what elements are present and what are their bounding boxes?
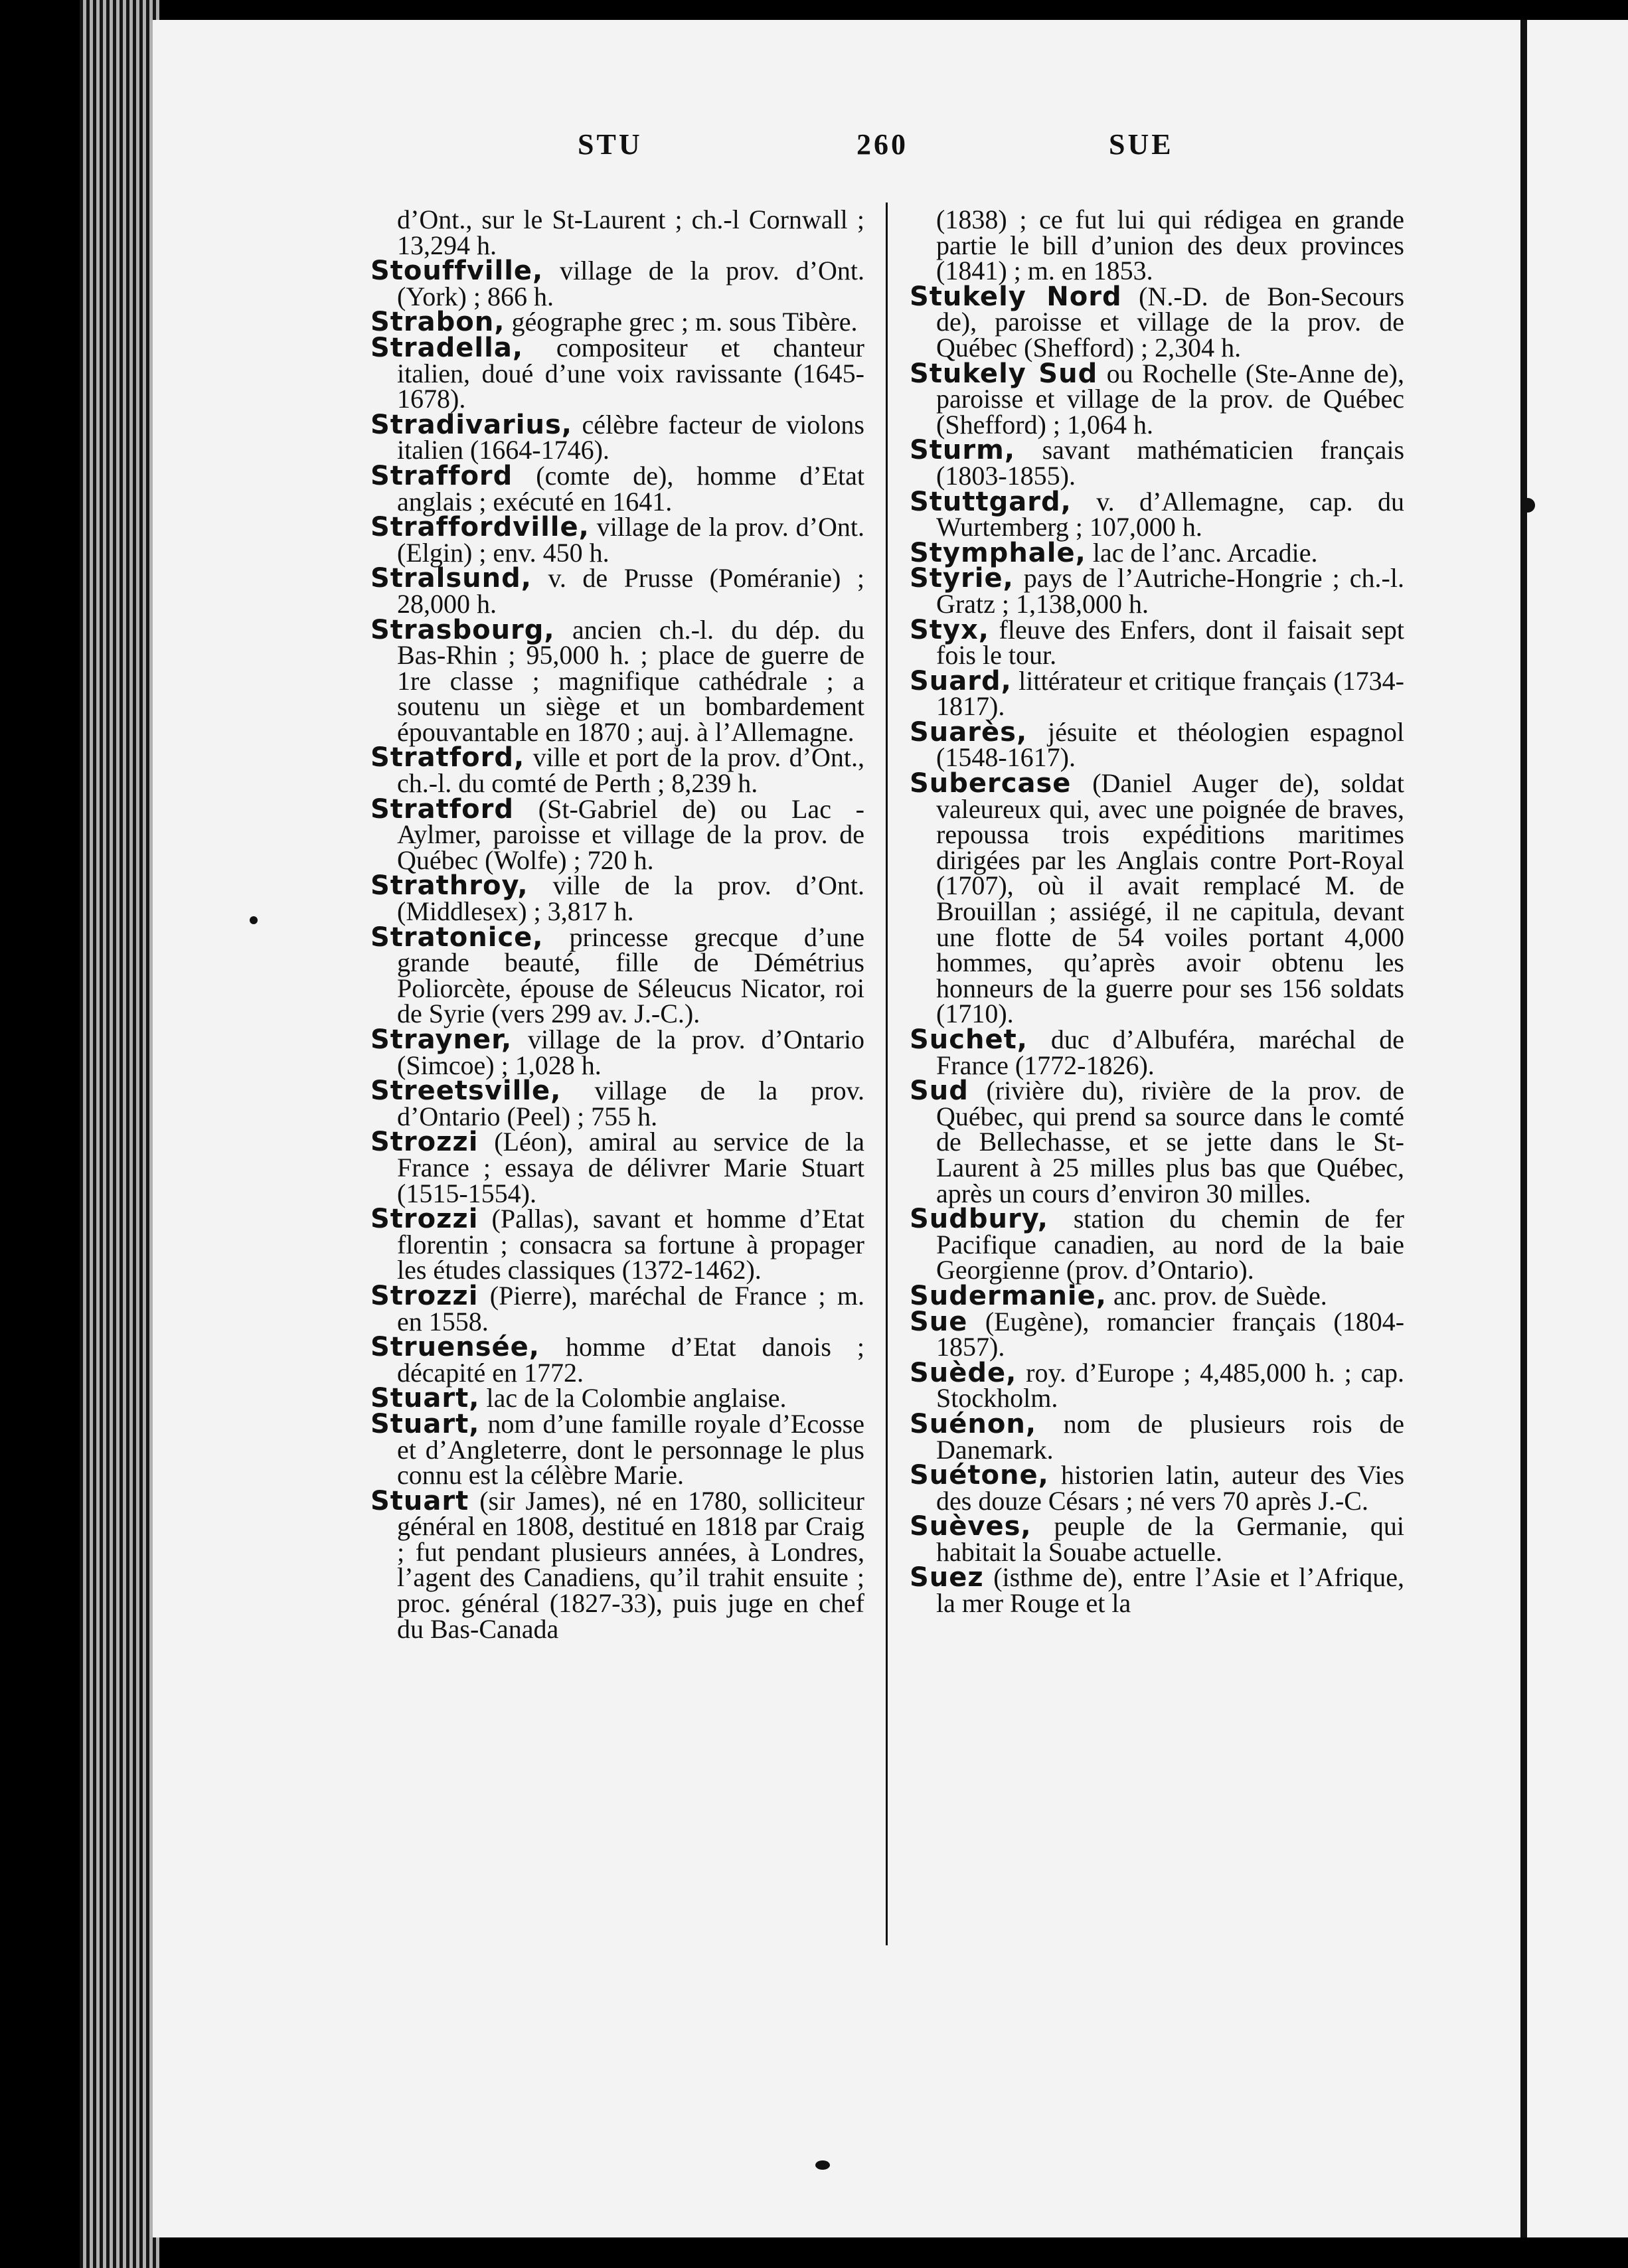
entry-headword: Suez [910,1562,984,1593]
dictionary-entry [910,768,1404,1029]
entry-text: village de la prov. d’Ontario (Simcoe) ; 1,028 h. [397,1024,865,1080]
entry-text: ou Rochelle (Ste-Anne de), paroisse et village de la prov. de Québec (Shefford) ; 1,064 h. [936,358,1404,440]
entry-text: (St-Gabriel de) ou Lac - Aylmer, paroisse et village de la prov. de Québec (Wolfe) ; 720 h. [397,793,865,875]
dictionary-entry [370,563,865,619]
entry-headword: Stuart, [370,1383,480,1414]
entry-headword: Stralsund, [370,563,532,594]
entry-text: lac de l’anc. Arcadie. [1092,537,1318,568]
entry-text: savant mathématicien français (1803-1855). [936,435,1405,491]
entry-headword: Strafford [370,460,513,491]
entry-headword: Sturm, [910,435,1016,466]
facing-page [1527,20,1628,2237]
entry-headword: Suard, [910,665,1012,696]
entry-text: (comte de), homme d’Etat anglais ; exécuté en 1641. [397,460,865,517]
entry-text: nom d’une famille royale d’Ecosse et d’Angleterre, dont le personnage le plus connu est la célèbre Marie. [397,1408,864,1491]
dictionary-entry [370,332,864,414]
dictionary-entry [910,1408,1404,1465]
entry-headword: Struensée, [370,1332,540,1363]
dictionary-entry [370,258,864,309]
entry-headword: Stradivarius, [370,409,572,440]
entry-headword: Stukely Sud [910,358,1098,389]
entry-text: ville et port de la prov. d’Ont., ch.-l. du comté de Perth ; 8,239 h. [397,742,864,799]
entry-text: ville de la prov. d’Ont. (Middlesex) ; 3,817 h. [397,870,864,927]
page-edges [80,0,159,2268]
dictionary-entry [370,204,864,260]
entry-text: princesse grecque d’une grande beauté, fille de Démétrius Poliorcète, épouse de Séleucus Nicator, roi de Syrie (vers 299 av. J.-C.). [397,922,865,1029]
dictionary-entry [910,563,1404,619]
dictionary-entry [910,1562,1405,1619]
dictionary-entry [910,1024,1404,1080]
entry-text: fleuve des Enfers, dont il faisait sept fois le tour. [936,614,1404,671]
entry-headword: Suarès, [910,716,1028,748]
ink-speck [1520,498,1535,513]
dictionary-entry [370,614,864,747]
entry-text: (isthme de), entre l’Asie et l’Afrique, la mer Rouge et la [936,1562,1405,1619]
entry-text: lac de la Colombie anglaise. [486,1383,787,1414]
entry-headword: Strozzi [370,1280,479,1311]
dictionary-entry [910,204,1404,286]
entry-headword: Strozzi [370,1204,479,1235]
left-column [370,204,865,1644]
page-number: 260 [856,128,908,161]
entry-headword: Stradella, [370,332,524,363]
entry-headword: Suède, [910,1357,1017,1388]
ink-speck [815,2160,830,2170]
entry-text: jésuite et théologien espagnol (1548-1617). [936,716,1404,773]
entry-headword: Suèves, [910,1511,1032,1542]
entry-headword: Strasbourg, [370,614,555,645]
dictionary-entry [370,460,865,517]
entry-headword: Stouffville, [370,256,544,287]
running-head-left: STU [578,128,643,161]
entry-text: d’Ont., sur le St-Laurent ; ch.-l Cornwall ; 13,294 h. [397,204,864,260]
entry-text: homme d’Etat danois ; décapité en 1772. [397,1332,864,1388]
dictionary-entry [370,1408,864,1491]
column-divider [886,202,888,1945]
entry-text: v. d’Allemagne, cap. du Wurtemberg ; 107,000 h. [936,486,1405,542]
entry-text: compositeur et chanteur italien, doué d’une voix ravissante (1645-1678). [397,332,864,414]
dictionary-entry [910,435,1405,491]
entry-headword: Stratford, [370,742,525,773]
dictionary-entry [910,1280,1404,1311]
dictionary-entry [910,1511,1405,1567]
running-head-right: SUE [1109,128,1174,161]
dictionary-entry [370,1129,864,1206]
dictionary-entry [910,281,1405,363]
entry-headword: Stuart [370,1485,469,1516]
dictionary-entry [370,1078,864,1129]
dictionary-entry [370,1332,864,1388]
entry-headword: Sudbury, [910,1204,1048,1235]
entry-headword: Sudermanie, [910,1280,1107,1311]
entry-headword: Stuttgard, [910,486,1072,517]
entry-text: (Léon), amiral au service de la France ; essaya de délivrer Marie Stuart (1515-1554). [397,1127,864,1208]
entry-headword: Styrie, [910,563,1014,594]
entry-headword: Stukely Nord [910,281,1122,312]
entry-headword: Straffordville, [370,512,590,543]
entry-text: (rivière du), rivière de la prov. de Québec, qui prend sa source dans le comté de Bellechasse, et se jette dans le St-Laurent à 25 milles plus bas que Québec, après un cours d’environ 30 milles. [936,1076,1404,1208]
dictionary-entry [370,1383,864,1414]
entry-text: peuple de la Germanie, qui habitait la Souabe actuelle. [936,1511,1405,1567]
entry-text: littérateur et critique français (1734-1817). [936,665,1405,722]
entry-text: pays de l’Autriche-Hongrie ; ch.-l. Gratz ; 1,138,000 h. [936,563,1404,619]
entry-headword: Sud [910,1076,969,1107]
entry-headword: Strozzi [370,1127,479,1158]
entry-text: roy. d’Europe ; 4,485,000 h. ; cap. Stockholm. [936,1357,1404,1414]
entry-headword: Stratford [370,793,515,825]
dictionary-entry [910,1357,1404,1414]
entry-text: anc. prov. de Suède. [1113,1280,1327,1311]
entry-text: (1838) ; ce fut lui qui rédigea en grande partie le bill d’union des deux provinces (1841) ; m. en 1853. [936,204,1404,286]
dictionary-entry [910,614,1404,671]
dictionary-entry [910,716,1404,773]
dictionary-entry [910,486,1405,542]
dictionary-entry [370,409,864,465]
dictionary-entry [370,307,864,338]
entry-headword: Strathroy, [370,870,529,902]
binding-shadow [1520,20,1527,2237]
entry-text: (N.-D. de Bon-Secours de), paroisse et village de la prov. de Québec (Shefford) ; 2,304 h. [936,281,1405,363]
dictionary-entry [370,1280,864,1336]
entry-text: (sir James), né en 1780, solliciteur général en 1808, destitué en 1818 par Craig ; fut pendant plusieurs années, à Londres, l’agent des Canadiens, qu’il trahit ensuite ; proc. général (1827-33), puis juge en chef du Bas-Canada [397,1485,864,1644]
entry-text: duc d’Albuféra, maréchal de France (1772-1826). [936,1024,1404,1080]
dictionary-entry [910,1460,1405,1516]
entry-headword: Suchet, [910,1024,1028,1055]
dictionary-entry [370,742,864,799]
entry-headword: Strayner, [370,1024,513,1055]
entry-headword: Stymphale, [910,537,1086,568]
entry-text: historien latin, auteur des Vies des douze Césars ; né vers 70 après J.-C. [936,1460,1405,1516]
entry-text: (Pallas), savant et homme d’Etat florentin ; consacra sa fortune à propager les études classiques (1372-1462). [397,1204,864,1285]
entry-headword: Strabon, [370,307,505,338]
entry-text: (Eugène), romancier français (1804-1857). [936,1306,1405,1362]
dictionary-entry [370,512,865,568]
dictionary-entry [370,1206,864,1283]
dictionary-entry [910,358,1404,440]
dictionary-entry [910,665,1405,722]
entry-text: (Pierre), maréchal de France ; m. en 1558. [397,1280,864,1336]
entry-headword: Stratonice, [370,922,544,953]
dictionary-entry [370,793,865,875]
dictionary-entry [370,922,865,1029]
ink-speck [250,916,258,924]
dictionary-entry [910,1306,1405,1362]
entry-headword: Sue [910,1306,968,1337]
dictionary-entry [370,870,864,927]
entry-headword: Subercase [910,768,1072,799]
entry-text: ancien ch.-l. du dép. du Bas-Rhin ; 95,000 h. ; place de guerre de 1re classe ; magnifique cathédrale ; a soutenu un siège et un bombardement épouvantable en 1870 ; auj. à l’Allemagne. [397,614,864,747]
right-column [910,204,1405,1619]
entry-text: (Daniel Auger de), soldat valeureux qui, avec une poignée de braves, repoussa trois expéditions maritimes dirigées par les Anglais contre Port-Royal (1707), où il avait remplacé M. de Brouillan ; assiégé, il ne capitula, devant une flotte de 54 voiles portant 4,000 hommes, qu’après avoir obtenu les honneurs de la guerre pour ses 156 soldats (1710). [936,768,1404,1029]
entry-headword: Styx, [910,614,989,645]
entry-headword: Suétone, [910,1460,1049,1491]
entry-text: station du chemin de fer Pacifique canadien, au nord de la baie Georgienne (prov. d’Ontario). [936,1204,1404,1285]
dictionary-entry [370,1024,865,1080]
entry-text: village de la prov. d’Ont. (York) ; 866 h. [397,256,865,311]
entry-text: célèbre facteur de violons italien (1664-1746). [397,409,864,465]
dictionary-entry [910,1078,1404,1206]
entry-headword: Streetsville, [370,1076,562,1107]
dictionary-entry [370,1485,864,1644]
entry-headword: Stuart, [370,1408,480,1439]
entry-text: village de la prov. d’Ont. (Elgin) ; env. 450 h. [397,512,865,568]
dictionary-entry [910,537,1404,568]
entry-text: village de la prov. d’Ontario (Peel) ; 755 h. [397,1076,864,1131]
dictionary-entry [910,1206,1404,1283]
entry-headword: Suénon, [910,1408,1037,1439]
entry-text: géographe grec ; m. sous Tibère. [511,307,858,337]
entry-text: v. de Prusse (Poméranie) ; 28,000 h. [397,563,865,619]
entry-text: nom de plusieurs rois de Danemark. [936,1408,1404,1465]
